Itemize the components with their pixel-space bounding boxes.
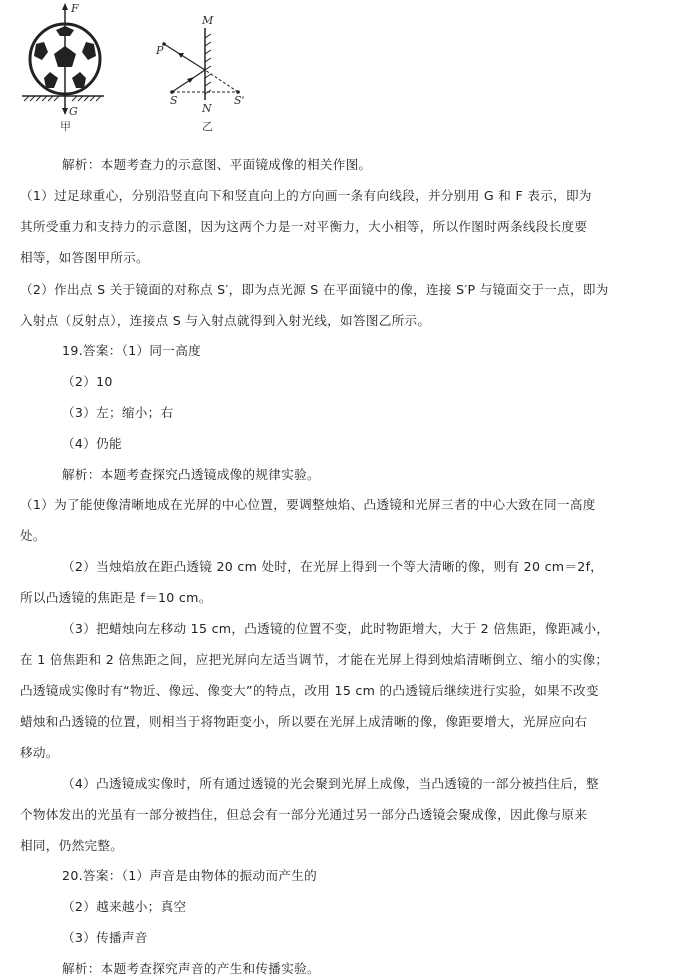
figure-ball-forces <box>18 2 108 132</box>
text-line: 相等，如答图甲所示。 <box>20 250 149 265</box>
text-line: （2）当烛焰放在距凸透镜 20 cm 处时，在光屏上得到一个等大清晰的像，则有 20 cm＝2f， <box>62 559 604 574</box>
text-line: 解析：本题考查探究声音的产生和传播实验。 <box>62 961 320 976</box>
text-line: 所以凸透镜的焦距是 f＝10 cm。 <box>20 590 212 605</box>
mirror-m-label: M <box>202 14 214 27</box>
text-line: 19.答案：（1）同一高度 <box>62 343 201 358</box>
text-line: （2）越来越小；真空 <box>62 899 187 914</box>
text-line: 移动。 <box>20 745 59 760</box>
text-line: （3）传播声音 <box>62 930 148 945</box>
text-line: （3）左；缩小；右 <box>62 405 174 420</box>
text-line: （1）过足球重心，分别沿竖直向下和竖直向上的方向画一条有向线段，并分别用 G 和 F 表示，即为 <box>20 188 592 203</box>
text-line: 在 1 倍焦距和 2 倍焦距之间，应把光屏向左适当调节，才能在光屏上得到烛焰清晰倒立、缩小的实像； <box>20 652 609 667</box>
text-line: 蜡烛和凸透镜的位置，则相当于将物距变小，所以要在光屏上成清晰的像，像距要增大，光屏应向右 <box>20 714 588 729</box>
force-g-label: G <box>69 105 78 118</box>
ball-force-diagram <box>18 2 108 132</box>
text-line: 入射点（反射点），连接点 S 与入射点就得到入射光线，如答图乙所示。 <box>20 313 431 328</box>
text-line: 个物体发出的光虽有一部分被挡住，但总会有一部分光通过另一部分凸透镜会聚成像，因此像与原来 <box>20 807 588 822</box>
text-line: （2）作出点 S 关于镜面的对称点 S′，即为点光源 S 在平面镜中的像，连接 S′P 与镜面交于一点，即为 <box>20 282 609 297</box>
text-line: （1）为了能使像清晰地成在光屏的中心位置，要调整烛焰、凸透镜和光屏三者的中心大致在同一高度 <box>20 497 596 512</box>
text-line: 相同，仍然完整。 <box>20 838 124 853</box>
text-line: 解析：本题考查力的示意图、平面镜成像的相关作图。 <box>62 157 372 172</box>
force-f-label: F <box>71 2 79 15</box>
figure-b-caption: 乙 <box>202 120 213 133</box>
text-line: （4）仍能 <box>62 436 122 451</box>
text-line: 处。 <box>20 528 46 543</box>
mirror-n-label: N <box>202 102 212 115</box>
text-line: 20.答案：（1）声音是由物体的振动而产生的 <box>62 868 318 883</box>
point-s-image-label: S' <box>234 94 245 107</box>
text-line: 其所受重力和支持力的示意图，因为这两个力是一对平衡力，大小相等，所以作图时两条线段长度要 <box>20 219 588 234</box>
point-p-label: P <box>156 44 164 57</box>
mirror-ray-diagram <box>150 14 260 134</box>
text-line: （2）10 <box>62 374 113 389</box>
figure-mirror-reflection <box>150 14 260 134</box>
text-line: 解析：本题考查探究凸透镜成像的规律实验。 <box>62 467 320 482</box>
text-line: （4）凸透镜成实像时，所有通过透镜的光会聚到光屏上成像，当凸透镜的一部分被挡住后，整 <box>62 776 599 791</box>
text-line: 凸透镜成实像时有“物近、像远、像变大”的特点，改用 15 cm 的凸透镜后继续进行实验，如果不改变 <box>20 683 599 698</box>
point-s-label: S <box>170 94 178 107</box>
text-line: （3）把蜡烛向左移动 15 cm，凸透镜的位置不变，此时物距增大，大于 2 倍焦距，像距减小， <box>62 621 610 636</box>
figure-a-caption: 甲 <box>60 120 71 133</box>
